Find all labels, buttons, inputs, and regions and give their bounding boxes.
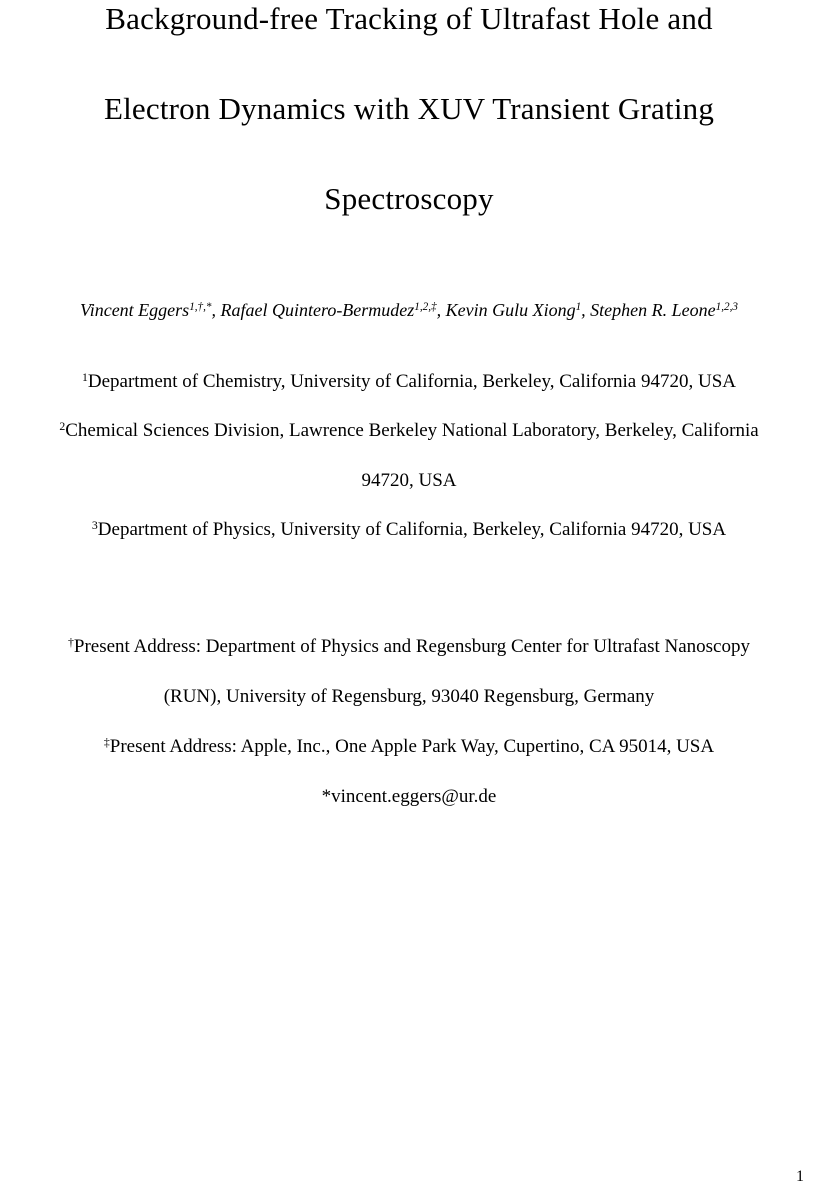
page-number: 1 [796,1168,804,1185]
author-name-2: , Rafael Quintero-Bermudez [211,300,415,320]
affiliation-2-marker: 2 [59,419,66,433]
author-name-1: Vincent Eggers [80,300,190,320]
affiliation-3-marker: 3 [91,518,98,532]
footnote-double-dagger-marker: ‡ [103,735,110,749]
affiliation-1-marker: 1 [81,370,88,384]
footnote-dagger-line-2 [0,686,818,708]
authors-line [0,300,818,321]
footnote-dagger-text-line-2: (RUN), University of Regensburg, 93040 Regensburg, Germany [163,686,655,707]
footnote-dagger-marker: † [67,635,74,649]
affiliation-3-text: Department of Physics, University of California, Berkeley, California 94720, USA [97,519,727,540]
paper-title-line-1: Background-free Tracking of Ultrafast Hole and [105,1,713,36]
footnote-double-dagger [0,736,818,758]
footnote-dagger-text-line-1: Present Address: Department of Physics and Regensburg Center for Ultrafast Nanoscopy [73,636,750,657]
affiliation-1 [0,371,818,393]
affiliation-1-text: Department of Chemistry, University of California, Berkeley, California 94720, USA [87,371,737,392]
affiliation-3 [0,519,818,541]
footnote-dagger-line-1 [0,636,818,658]
author-4-affiliation-marks: 1,2,3 [715,300,738,313]
paper-title-line-2: Electron Dynamics with XUV Transient Grating [103,91,715,126]
author-name-3: , Kevin Gulu Xiong [436,300,576,320]
author-3-affiliation-marks: 1 [575,300,582,313]
affiliation-2-text-line-1: Chemical Sciences Division, Lawrence Berkeley National Laboratory, Berkeley, California [65,420,759,441]
author-1-affiliation-marks: 1,†,* [189,300,212,313]
affiliation-2-line-2 [0,470,818,492]
affiliation-2-text-line-2: 94720, USA [361,470,457,491]
author-2-affiliation-marks: 1,2,‡ [414,300,437,313]
footnote-double-dagger-text: Present Address: Apple, Inc., One Apple Park Way, Cupertino, CA 95014, USA [109,736,715,757]
corresponding-author-email: *vincent.eggers@ur.de [321,786,497,807]
author-name-4: , Stephen R. Leone [581,300,716,320]
paper-title-line-3: Spectroscopy [324,181,494,216]
affiliation-2-line-1 [0,420,818,442]
